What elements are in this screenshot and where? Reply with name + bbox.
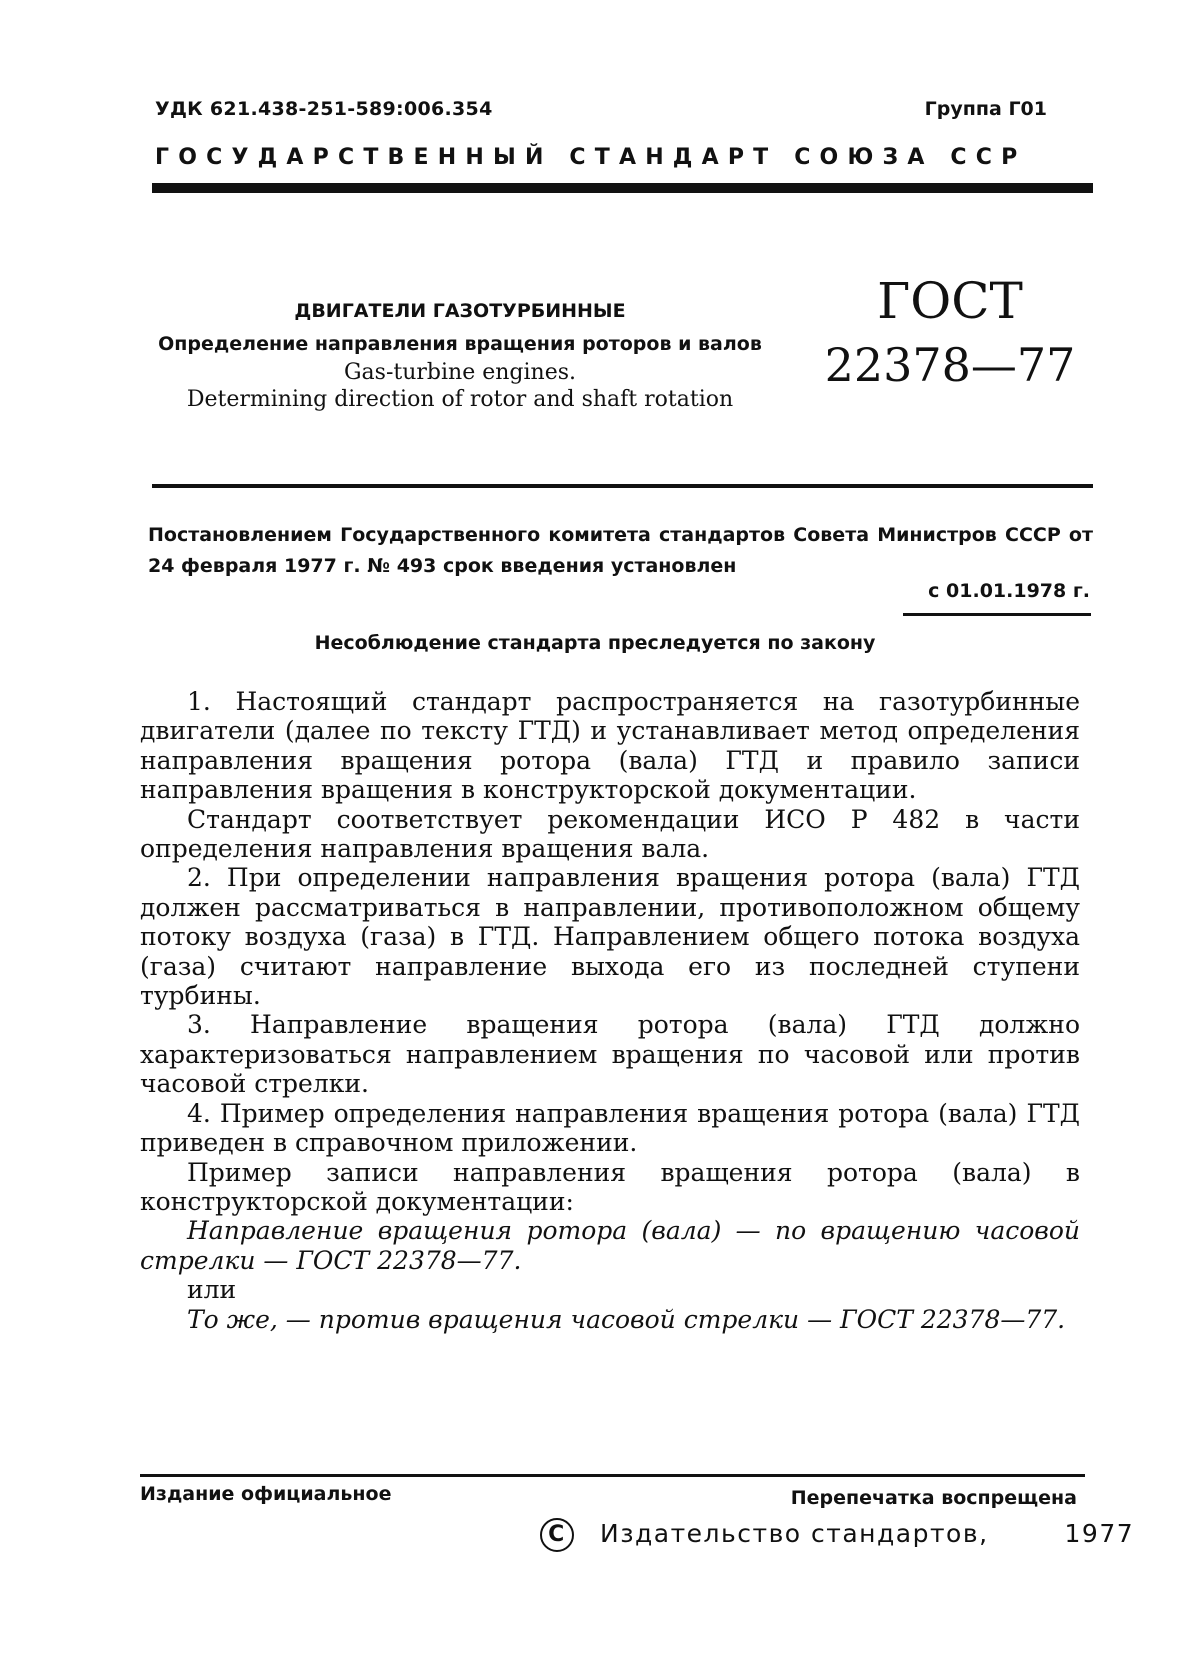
decree-text: Постановлением Государственного комитета стандартов Совета Министров СССР от 24 февраля 1977 г. № 493 срок введения установлен <box>148 524 1093 577</box>
paragraph-4: 3. Направление вращения ротора (вала) ГТД должно характеризоваться направлением вращения по часовой или против часовой стрелки. <box>140 1010 1080 1099</box>
publisher-line <box>540 1518 1134 1552</box>
header-divider <box>152 183 1093 193</box>
official-edition: Издание официальное <box>140 1483 392 1505</box>
paragraph-5: 4. Пример определения направления вращения ротора (вала) ГТД приведен в справочном приложении. <box>140 1098 1080 1158</box>
title-ru-sub: Определение направления вращения роторов и валов <box>158 333 762 355</box>
decree-date: с 01.01.1978 г. <box>928 580 1090 602</box>
title-ru-main: ДВИГАТЕЛИ ГАЗОТУРБИННЫЕ <box>294 300 626 322</box>
state-standard-heading: ГОСУДАРСТВЕННЫЙ СТАНДАРТ СОЮЗА ССР <box>155 145 1027 170</box>
copyright-icon: C <box>540 1518 574 1552</box>
udk-code: УДК 621.438-251-589:006.354 <box>155 98 493 120</box>
paragraph-3: 2. При определении направления вращения ротора (вала) ГТД должен рассматриваться в направлении, противоположном общему потоку воздуха (газа) в ГТД. Направлением общего потока воздуха (газа) считают направление выхода его из последней ступени турбины. <box>140 863 1080 1011</box>
paragraph-2: Стандарт соответствует рекомендации ИСО Р 482 в части определения направления вращения вала. <box>140 804 1080 864</box>
title-en-sub: Determining direction of rotor and shaft rotation <box>186 387 734 412</box>
group-code: Группа Г01 <box>924 98 1047 120</box>
reprint-prohibited: Перепечатка воспрещена <box>790 1487 1077 1509</box>
date-underline <box>903 613 1091 616</box>
example-or: или <box>187 1275 237 1305</box>
title-divider <box>152 484 1093 488</box>
footer-divider <box>140 1474 1085 1477</box>
publisher-name: Издательство стандартов, <box>600 1519 989 1548</box>
publication-year: 1977 <box>1064 1519 1135 1548</box>
gost-label: ГОСТ <box>877 272 1023 330</box>
standard-body <box>140 687 1080 1334</box>
example-clockwise: Направление вращения ротора (вала) — по вращению часовой стрелки — ГОСТ 22378—77. <box>140 1216 1080 1275</box>
paragraph-6: Пример записи направления вращения ротора (вала) в конструкторской документации: <box>140 1157 1080 1216</box>
paragraph-1: 1. Настоящий стандарт распространяется на газотурбинные двигатели (далее по тексту ГТД) и устанавливает метод определения направления вращения ротора (вала) ГТД и правило записи направления вращения в конструкторской документации. <box>140 687 1080 805</box>
gost-number: 22378—77 <box>824 338 1076 392</box>
example-counterclockwise: То же, — против вращения часовой стрелки — ГОСТ 22378—77. <box>187 1304 1066 1334</box>
title-en-main: Gas-turbine engines. <box>343 360 577 385</box>
legal-warning: Несоблюдение стандарта преследуется по закону <box>314 632 876 654</box>
